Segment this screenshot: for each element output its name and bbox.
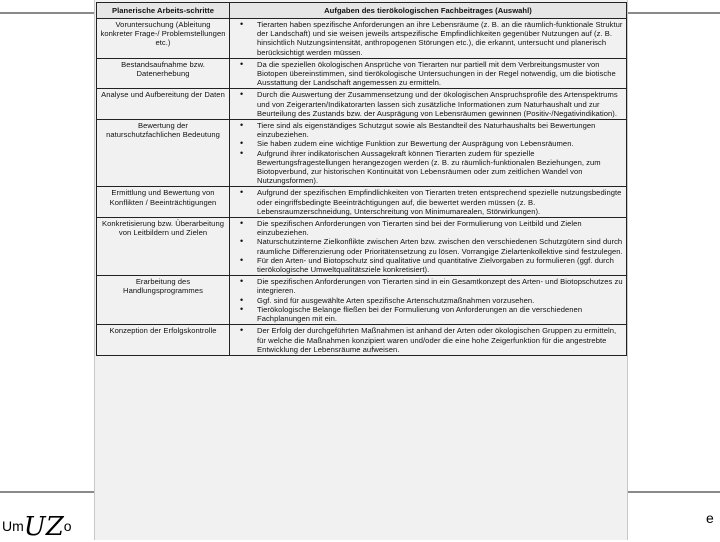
table-row <box>97 325 627 356</box>
row-step: Bestandsaufnahme bzw. Datenerhebung <box>97 58 230 89</box>
table-row <box>97 89 627 120</box>
row-step: Erarbeitung des Handlungsprogrammes <box>97 276 230 325</box>
row-tasks <box>230 120 627 187</box>
row-step: Konkretisierung bzw. Überarbeitung von Leitbildern und Zielen <box>97 218 230 276</box>
row-step: Bewertung der naturschutzfachlichen Bedeutung <box>97 120 230 187</box>
table-header-row <box>97 3 627 19</box>
task-item: • Der Erfolg der durchgeführten Maßnahmen ist anhand der Arten oder ökologischen Gruppen zu ermitteln, für welche die Maßnahmen konzipiert waren und/oder die eine hohe Zeigerfunktion für die angestrebte Entwicklung der Lebensräume aufweisen. <box>233 326 623 354</box>
task-item: • Ggf. sind für ausgewählte Arten spezifische Artenschutzmaßnahmen vorzusehen. <box>233 296 623 305</box>
footer-logo <box>2 508 72 542</box>
row-tasks <box>230 218 627 276</box>
row-step: Ermittlung und Bewertung von Konflikten / Beeinträchtigungen <box>97 187 230 218</box>
header-tasks: Aufgaben des tierökologischen Fachbeitrages (Auswahl) <box>230 3 627 19</box>
row-tasks <box>230 19 627 59</box>
row-tasks <box>230 187 627 218</box>
header-steps: Planerische Arbeits-schritte <box>97 3 230 19</box>
table-row <box>97 187 627 218</box>
row-tasks <box>230 276 627 325</box>
task-item: • Aufgrund ihrer indikatorischen Aussagekraft können Tierarten zudem für spezielle Bewertungsfragestellungen herangezogen werden (z. B. zu räumlich-funktionalen Beziehungen, zum Biotopverbund, zur historischen Kontinuität von Lebensräumen oder zum zeitlichen Wandel von Nutzungsformen). <box>233 149 623 186</box>
top-rule-right <box>628 12 720 14</box>
task-item: • Sie haben zudem eine wichtige Funktion zur Bewertung der Ausprägung von Lebensräumen. <box>233 139 623 148</box>
task-table <box>96 2 627 356</box>
task-item: • Tiere sind als eigenständiges Schutzgut sowie als Bestandteil des Naturhaushalts bei Bewertungen einzubeziehen. <box>233 121 623 139</box>
table-row <box>97 120 627 187</box>
task-item: • Tierökologische Belange fließen bei der Formulierung von Anforderungen an die verschiedenen Fachplanungen mit ein. <box>233 305 623 323</box>
task-item: • Da die speziellen ökologischen Ansprüche von Tierarten nur partiell mit dem Verbreitungsmuster von Biotopen übereinstimmen, sind tierökologische Untersuchungen in der Regel notwendig, um die biotische Ausstattung der Landschaft angemessen zu ermitteln. <box>233 60 623 88</box>
bottom-rule-left <box>0 491 94 493</box>
row-step: Analyse und Aufbereitung der Daten <box>97 89 230 120</box>
uz-logo-icon: UZ <box>23 512 64 542</box>
footer-right-text: e <box>706 510 714 526</box>
table-row <box>97 58 627 89</box>
row-tasks <box>230 58 627 89</box>
task-item: • Aufgrund der spezifischen Empfindlichkeiten von Tierarten treten entsprechend spezielle nutzungsbedingte oder eingriffsbedingte Beeinträchtigungen auf, die bewertet werden müssen (z. B. Lebensraumzerschneidung, Unterschreitung von Minimumarealen, Störwirkungen). <box>233 188 623 216</box>
row-step: Konzeption der Erfolgskontrolle <box>97 325 230 356</box>
task-item: • Die spezifischen Anforderungen von Tierarten sind bei der Formulierung von Leitbild und Zielen einzubeziehen. <box>233 219 623 237</box>
row-step: Voruntersuchung (Ableitung konkreter Frage-/ Problemstellungen etc.) <box>97 19 230 59</box>
task-item: • Durch die Auswertung der Zusammensetzung und der ökologischen Anspruchsprofile des Artenspektrums und von Zeigerarten/Indikatorarten lassen sich zusätzliche Informationen zum Naturhaushalt und zur Beurteilung des Zustands bzw. der Ausprägung von Lebensräumen gewinnen (Positiv-/Negativindikation). <box>233 90 623 118</box>
footer-prefix: Um <box>2 518 24 534</box>
top-rule-left <box>0 12 94 14</box>
row-tasks <box>230 89 627 120</box>
footer-suffix: o <box>63 518 72 534</box>
row-tasks <box>230 325 627 356</box>
task-item: • Für den Arten- und Biotopschutz sind qualitative und quantitative Zielvorgaben zu formulieren (ggf. durch tierökologische Umweltqualitätsziele konkretisiert). <box>233 256 623 274</box>
table-row <box>97 19 627 59</box>
task-item: • Tierarten haben spezifische Anforderungen an ihre Lebensräume (z. B. an die räumlich-funktionale Struktur der Landschaft) und sie weisen jeweils artspezifische Empfindlichkeiten gegenüber Nutzungen auf (z. B. hinsichtlich Nutzungsintensität, anthropogenen Störungen etc.), die erkannt, untersucht und planerisch berücksichtigt werden müssen. <box>233 20 623 57</box>
table-row <box>97 218 627 276</box>
table-row <box>97 276 627 325</box>
task-item: • Naturschutzinterne Zielkonflikte zwischen Arten bzw. zwischen den verschiedenen Schutzgütern sind durch räumliche Differenzierung oder Prioritätensetzung zu lösen. Vorrangige Zielartenkollektive sind festzulegen. <box>233 237 623 255</box>
task-item: • Die spezifischen Anforderungen von Tierarten sind in ein Gesamtkonzept des Arten- und Biotopschutzes zu integrieren. <box>233 277 623 295</box>
bottom-rule-right <box>628 491 720 493</box>
